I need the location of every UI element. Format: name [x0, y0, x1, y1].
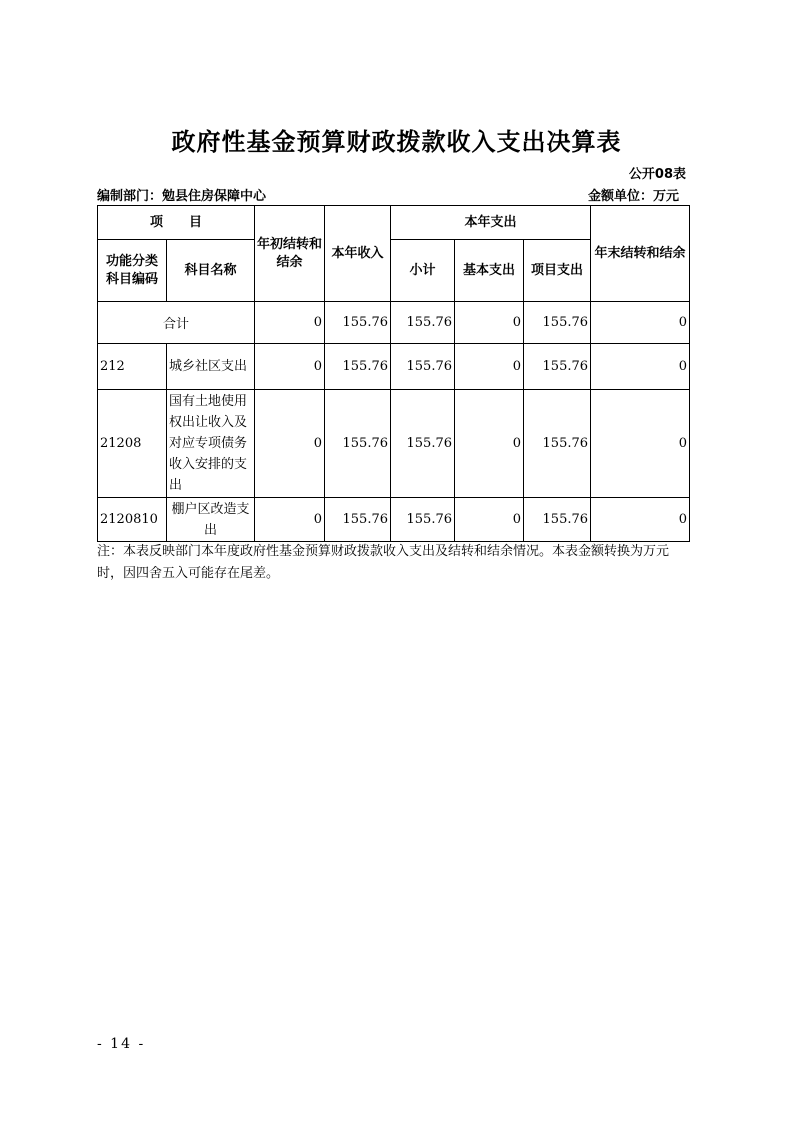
header-row-1 [98, 206, 690, 240]
row-income: 155.76 [325, 498, 391, 542]
row-subtotal: 155.76 [391, 498, 455, 542]
row-beginning-balance: 0 [255, 344, 325, 390]
row-ending-balance: 0 [591, 390, 690, 498]
header-ending-balance: 年末结转和结余 [591, 206, 690, 302]
header-project: 项目支出 [524, 240, 591, 302]
header-basic: 基本支出 [455, 240, 524, 302]
row-code: 212 [98, 344, 167, 390]
row-name: 棚户区改造支出 [167, 498, 255, 542]
row-project: 155.76 [524, 344, 591, 390]
row-code: 21208 [98, 390, 167, 498]
header-item: 项 目 [98, 206, 255, 240]
table-row [98, 344, 690, 390]
table-row [98, 390, 690, 498]
row-income: 155.76 [325, 344, 391, 390]
header-subject-name: 科目名称 [167, 240, 255, 302]
header-income: 本年收入 [325, 206, 391, 302]
row-project: 155.76 [524, 498, 591, 542]
total-ending-balance: 0 [591, 302, 690, 344]
row-basic: 0 [455, 390, 524, 498]
total-income: 155.76 [325, 302, 391, 344]
meta-row [97, 185, 689, 203]
table-number: 公开08表 [628, 167, 686, 182]
row-code: 2120810 [98, 498, 167, 542]
row-subtotal: 155.76 [391, 344, 455, 390]
row-project: 155.76 [524, 390, 591, 498]
total-beginning-balance: 0 [255, 302, 325, 344]
total-label: 合计 [98, 302, 255, 344]
table-note: 注：本表反映部门本年度政府性基金预算财政拨款收入支出及结转和结余情况。本表金额转换为万元时，因四舍五入可能存在尾差。 [97, 544, 670, 581]
header-func-code: 功能分类科目编码 [98, 240, 167, 302]
row-beginning-balance: 0 [255, 498, 325, 542]
header-subtotal: 小计 [391, 240, 455, 302]
row-beginning-balance: 0 [255, 390, 325, 498]
total-basic: 0 [455, 302, 524, 344]
row-subtotal: 155.76 [391, 390, 455, 498]
department-label: 编制部门：勉县住房保障中心 [97, 189, 267, 204]
row-basic: 0 [455, 344, 524, 390]
page-number: - 14 - [97, 1036, 146, 1052]
total-subtotal: 155.76 [391, 302, 455, 344]
header-beginning-balance: 年初结转和结余 [255, 206, 325, 302]
header-expenditure: 本年支出 [391, 206, 591, 240]
row-basic: 0 [455, 498, 524, 542]
total-project: 155.76 [524, 302, 591, 344]
unit-label: 金额单位：万元 [587, 189, 679, 204]
table-row [98, 498, 690, 542]
report-title: 政府性基金预算财政拨款收入支出决算表 [171, 128, 622, 156]
row-name: 国有土地使用权出让收入及对应专项债务收入安排的支出 [167, 390, 255, 498]
row-ending-balance: 0 [591, 498, 690, 542]
row-income: 155.76 [325, 390, 391, 498]
row-ending-balance: 0 [591, 344, 690, 390]
budget-table [97, 205, 690, 542]
row-name: 城乡社区支出 [167, 344, 255, 390]
total-row [98, 302, 690, 344]
